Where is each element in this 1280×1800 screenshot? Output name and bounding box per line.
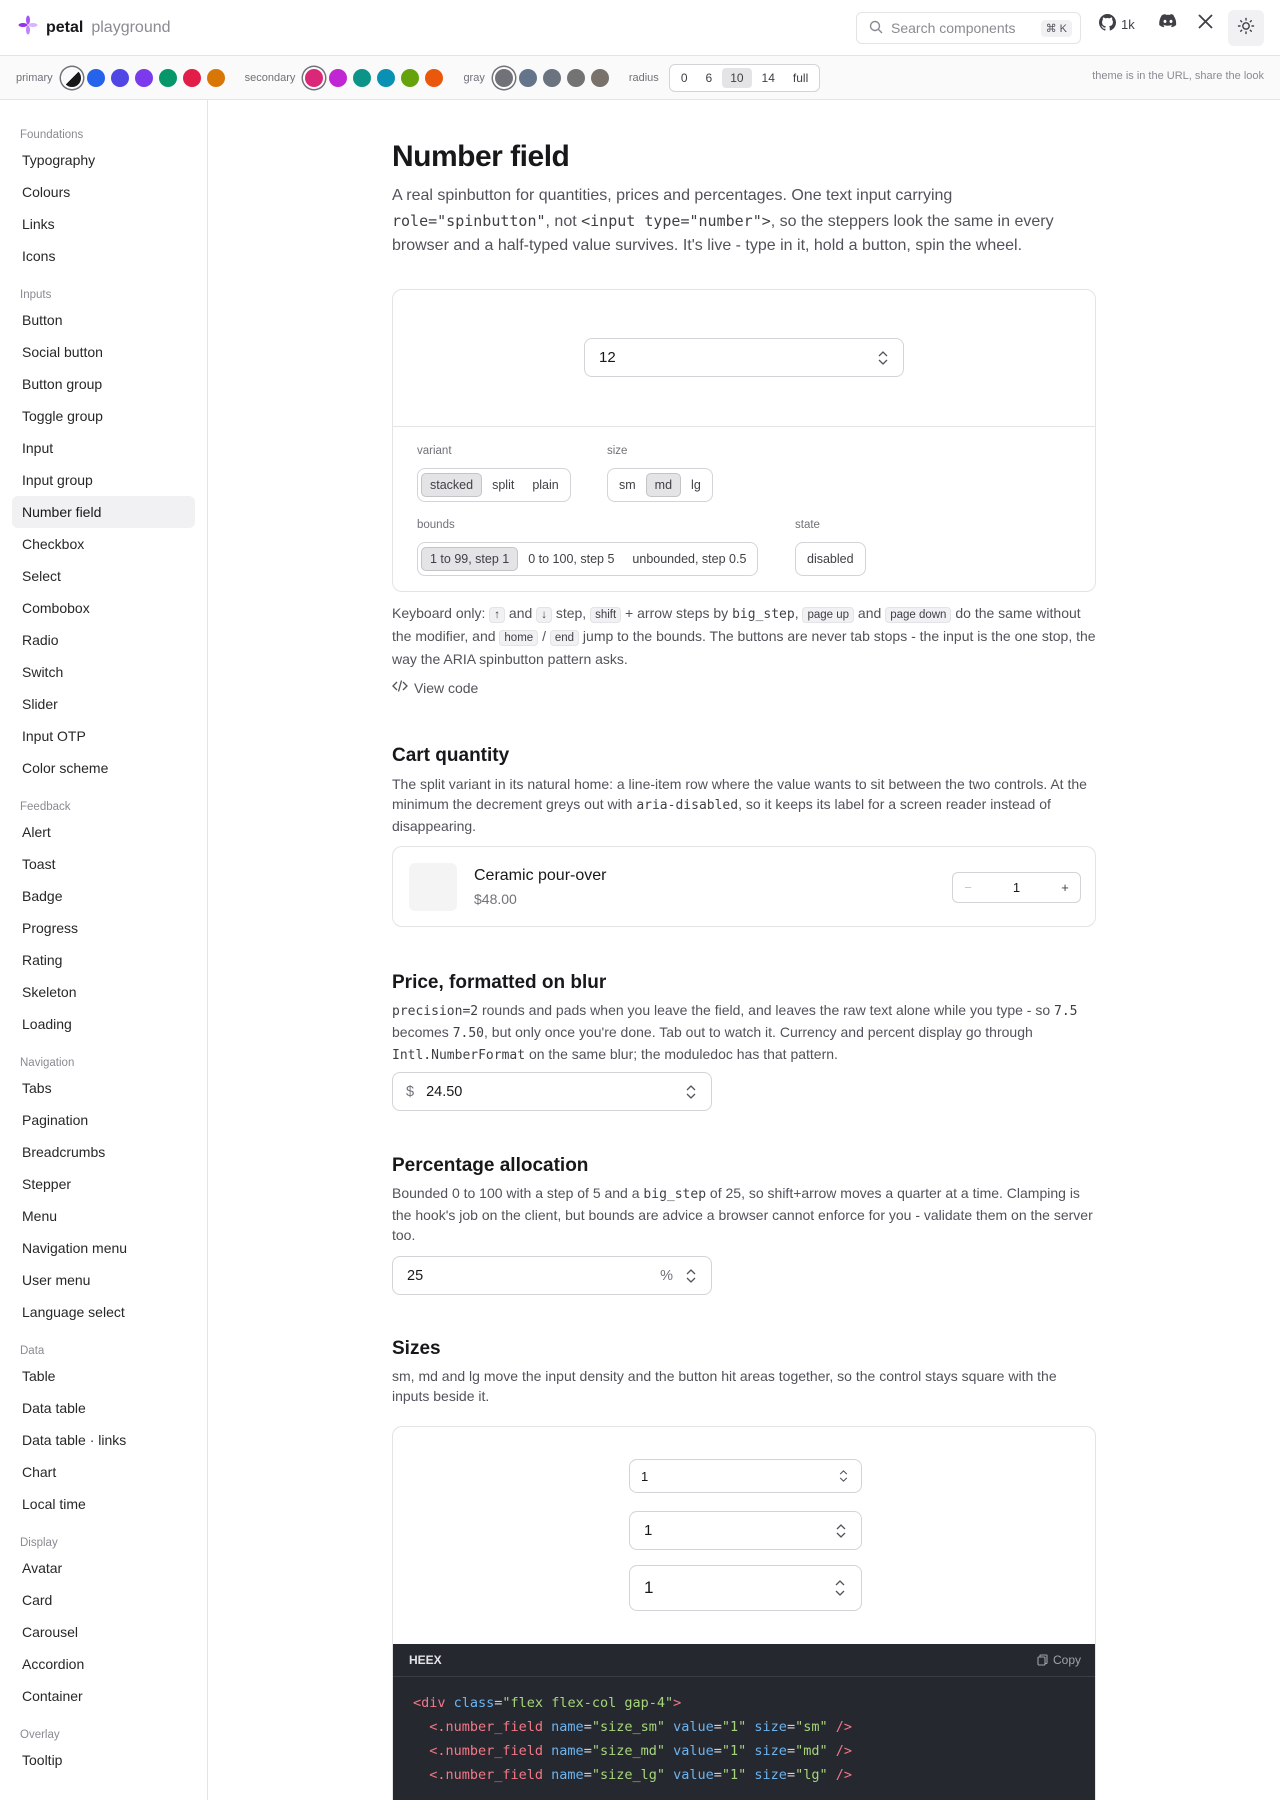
percent-section-title: Percentage allocation [392, 1155, 589, 1176]
gray-color-group [463, 69, 608, 87]
code-block-header [393, 1644, 1096, 1677]
number-field-md[interactable] [629, 1511, 862, 1550]
chevron-up-icon [686, 1085, 696, 1091]
sidebar-section-title: Feedback [20, 801, 71, 813]
stepper-buttons[interactable] [828, 1580, 852, 1596]
sidebar-item-toast[interactable]: Toast [22, 856, 56, 872]
brand-subtitle: playground [91, 18, 171, 36]
primary-swatch[interactable] [63, 69, 81, 87]
radius-group [629, 64, 820, 92]
sidebar-item-chart[interactable]: Chart [22, 1464, 57, 1480]
sidebar-item-icons[interactable]: Icons [22, 248, 56, 264]
primary-label: primary [16, 71, 53, 84]
decrement-button[interactable]: − [964, 880, 972, 895]
chevron-down-icon [839, 1477, 848, 1482]
search-placeholder: Search components [891, 20, 1016, 36]
radius-selector [669, 64, 820, 92]
price-description: precision=2 rounds and pads when you leave the field, and leaves the raw text alone while you type - so 7.5 becomes 7.50, but only once you're done. Tab out to watch it. Currency and percent display go through Intl.NumberFormat on the same blur; the moduledoc has that pattern. [392, 1002, 1078, 1063]
number-field-value[interactable]: 12 [599, 349, 616, 366]
size-option[interactable]: lg [691, 478, 701, 492]
primary-swatch[interactable] [183, 69, 201, 87]
sidebar-item-alert[interactable]: Alert [22, 824, 51, 840]
sidebar-item-badge[interactable]: Badge [22, 888, 63, 904]
size-label: size [607, 445, 628, 457]
number-field-demo[interactable] [584, 338, 904, 377]
primary-swatch[interactable] [87, 69, 105, 87]
size-option[interactable]: md [646, 473, 681, 497]
sidebar-item-language-select[interactable]: Language select [22, 1304, 125, 1320]
sidebar-item-switch[interactable]: Switch [22, 664, 64, 680]
bounds-option[interactable]: 0 to 100, step 5 [528, 552, 615, 566]
chevron-down-icon [686, 1277, 696, 1283]
sidebar-item-accordion[interactable]: Accordion [22, 1656, 85, 1672]
code-line: <.number_field name="size_sm" value="1" size="sm" /> [413, 1719, 852, 1735]
variant-label: variant [417, 445, 452, 457]
sidebar-item-rating[interactable]: Rating [22, 952, 63, 968]
brand[interactable] [18, 15, 171, 40]
theme-note: theme is in the URL, share the look [1092, 70, 1264, 82]
copy-label: Copy [1052, 1653, 1081, 1667]
sidebar-item-avatar[interactable]: Avatar [22, 1560, 63, 1576]
github-link[interactable] [1099, 14, 1135, 34]
sidebar-item-color-scheme[interactable]: Color scheme [22, 760, 109, 776]
number-field-lg[interactable] [629, 1565, 862, 1611]
primary-swatch[interactable] [111, 69, 129, 87]
gray-label: gray [463, 71, 485, 84]
chevron-up-icon [835, 1580, 845, 1586]
code-line: <.number_field name="size_md" value="1" size="md" /> [413, 1743, 852, 1759]
sidebar-section-title: Foundations [20, 129, 84, 141]
sidebar-item-stepper[interactable]: Stepper [22, 1176, 72, 1192]
percent-suffix: % [660, 1267, 673, 1284]
sidebar-item-pagination[interactable]: Pagination [22, 1112, 89, 1128]
cart-description: The split variant in its natural home: a line-item row where the value wants to sit between the two controls. At the minimum the decrement greys out with aria-disabled, so it keeps its label for a screen reader instead of disappearing. [392, 776, 1087, 834]
chevron-down-icon [836, 1532, 846, 1538]
primary-swatch[interactable] [207, 69, 225, 87]
chevron-up-icon [686, 1269, 696, 1275]
copy-icon [1037, 1654, 1048, 1666]
search-icon [869, 20, 883, 37]
sidebar-item-checkbox[interactable]: Checkbox [22, 536, 85, 552]
radius-option[interactable]: 14 [761, 70, 775, 85]
view-code-label: View code [414, 679, 479, 696]
variant-selector [417, 468, 571, 502]
search-shortcut: ⌘ K [1041, 20, 1072, 37]
number-field-lg-value[interactable]: 1 [644, 1578, 654, 1597]
cart-line-item [392, 846, 1096, 927]
sidebar-item-colours[interactable]: Colours [22, 184, 71, 200]
page-lead: A real spinbutton for quantities, prices and percentages. One text input carrying role="spinbutton", not <input type="number">, so the steppers look the same in every browser and a half-typed value survives. It's live - type in it, hold a button, spin the wheel. [392, 187, 1054, 254]
state-label: state [795, 519, 820, 531]
gray-swatch[interactable] [495, 69, 513, 87]
number-field-sm[interactable] [629, 1459, 862, 1493]
discord-link[interactable] [1159, 14, 1177, 31]
radius-option[interactable]: full [792, 70, 809, 85]
sidebar-item-navigation-menu[interactable]: Navigation menu [22, 1240, 128, 1256]
code-line: <.number_field name="size_lg" value="1" size="lg" /> [413, 1767, 852, 1783]
code-language: HEEX [409, 1653, 442, 1667]
sidebar-item-tabs[interactable]: Tabs [22, 1080, 52, 1096]
sidebar-item-skeleton[interactable]: Skeleton [22, 984, 77, 1000]
stepper-buttons[interactable] [829, 1524, 853, 1538]
sidebar-item-button-group[interactable]: Button group [22, 376, 103, 392]
sidebar-item-tooltip[interactable]: Tooltip [22, 1752, 63, 1768]
brand-name: petal [46, 18, 84, 36]
state-option[interactable]: disabled [807, 552, 854, 566]
sidebar-item-slider[interactable]: Slider [22, 696, 58, 712]
sidebar-section-title: Overlay [20, 1729, 60, 1741]
secondary-label: secondary [244, 71, 296, 84]
product-thumbnail [409, 863, 457, 911]
primary-swatch[interactable] [159, 69, 177, 87]
gray-swatch[interactable] [567, 69, 585, 87]
sizes-demo-card [392, 1426, 1096, 1800]
stepper-buttons[interactable] [831, 1470, 855, 1482]
keyboard-note: Keyboard only: ↑ and ↓ step, shift + arrow steps by big_step, page up and page down do the same without the modifier, and home / end jump to the bounds. The buttons are never tab stops - the input is the one stop, the way the ARIA spinbutton pattern asks. [392, 605, 1096, 667]
sidebar-item-card[interactable]: Card [22, 1592, 53, 1608]
currency-prefix: $ [406, 1083, 415, 1100]
sidebar-item-breadcrumbs[interactable]: Breadcrumbs [22, 1144, 106, 1160]
bounds-option[interactable]: unbounded, step 0.5 [632, 552, 747, 566]
primary-color-group [16, 69, 225, 87]
sidebar-item-input-group[interactable]: Input group [22, 472, 93, 488]
percent-field[interactable] [392, 1256, 712, 1295]
size-option[interactable]: sm [619, 478, 636, 492]
percent-description: Bounded 0 to 100 with a step of 5 and a big_step of 25, so shift+arrow moves a quarter at a time. Clamping is the hook's job on the client, but bounds are advice a browser cannot enforce for you - validate them on the server too. [392, 1185, 1093, 1243]
sidebar-item-links[interactable]: Links [22, 216, 55, 232]
product-price: $48.00 [474, 891, 517, 907]
sidebar-item-loading[interactable]: Loading [22, 1016, 72, 1032]
sidebar-item-local-time[interactable]: Local time [22, 1496, 86, 1512]
secondary-swatch[interactable] [329, 69, 347, 87]
x-link[interactable] [1198, 14, 1213, 32]
sidebar-item-number-field[interactable]: Number field [12, 496, 195, 528]
sizes-section-title: Sizes [392, 1338, 441, 1359]
chevron-up-icon [878, 351, 888, 357]
sidebar-item-social-button[interactable]: Social button [22, 344, 103, 360]
state-selector [795, 542, 866, 576]
secondary-color-group [245, 69, 444, 87]
percent-value[interactable]: 25 [407, 1267, 424, 1284]
secondary-swatch[interactable] [353, 69, 371, 87]
gray-swatch[interactable] [543, 69, 561, 87]
primary-swatch[interactable] [135, 69, 153, 87]
radius-option[interactable]: 0 [680, 70, 688, 85]
chevron-down-icon [835, 1590, 845, 1596]
github-stars: 1k [1121, 16, 1135, 32]
github-icon [1099, 14, 1116, 34]
size-selector [607, 468, 713, 502]
variant-option[interactable]: split [492, 478, 515, 492]
sidebar-item-button[interactable]: Button [22, 312, 63, 328]
discord-icon [1159, 14, 1177, 31]
sidebar-item-input-otp[interactable]: Input OTP [22, 728, 86, 744]
code-content [393, 1677, 1096, 1800]
sidebar-item-carousel[interactable]: Carousel [22, 1624, 79, 1640]
sidebar-section-title: Inputs [20, 289, 52, 301]
number-field-md-value[interactable]: 1 [644, 1522, 653, 1539]
theme-bar [0, 56, 1280, 100]
variant-option[interactable]: stacked [421, 473, 482, 497]
sidebar-section-title: Display [20, 1537, 58, 1549]
gray-swatch[interactable] [591, 69, 609, 87]
radius-option[interactable]: 10 [722, 68, 751, 88]
sidebar-item-select[interactable]: Select [22, 568, 61, 584]
bounds-selector [417, 542, 758, 576]
sidebar-item-data-table[interactable]: Data table [22, 1400, 86, 1416]
chevron-up-icon [836, 1524, 846, 1530]
view-code-button[interactable] [392, 679, 478, 696]
quantity-stepper[interactable] [952, 872, 1081, 903]
secondary-swatch[interactable] [401, 69, 419, 87]
quantity-value[interactable]: 1 [1012, 880, 1021, 895]
copy-button[interactable] [1037, 1653, 1081, 1667]
sidebar-item-progress[interactable]: Progress [22, 920, 79, 936]
sidebar-item-combobox[interactable]: Combobox [22, 600, 90, 616]
chevron-down-icon [878, 359, 888, 365]
sidebar-section-title: Data [20, 1345, 45, 1357]
sidebar-item-data-table-links[interactable]: Data table · links [22, 1432, 127, 1448]
petal-logo-icon [18, 15, 38, 40]
stepper-buttons[interactable] [679, 1085, 703, 1099]
sidebar-item-user-menu[interactable]: User menu [22, 1272, 91, 1288]
radius-option[interactable]: 6 [705, 70, 713, 85]
sidebar-section-title: Navigation [20, 1057, 75, 1069]
top-bar [0, 0, 1280, 56]
sidebar-item-radio[interactable]: Radio [22, 632, 59, 648]
product-name: Ceramic pour-over [474, 867, 607, 884]
sidebar-item-container[interactable]: Container [22, 1688, 83, 1704]
code-block [393, 1644, 1096, 1800]
price-section-title: Price, formatted on blur [392, 972, 607, 993]
cart-section-title: Cart quantity [392, 745, 510, 766]
gray-swatch[interactable] [519, 69, 537, 87]
increment-button[interactable]: + [1061, 880, 1069, 895]
sizes-description: sm, md and lg move the input density and the button hit areas together, so the control stays square with the inputs beside it. [392, 1368, 1057, 1404]
sun-icon [1237, 17, 1255, 40]
sidebar-item-input[interactable]: Input [22, 440, 54, 456]
number-field-sm-value[interactable]: 1 [641, 1468, 649, 1484]
bounds-option[interactable]: 1 to 99, step 1 [421, 547, 518, 571]
secondary-swatch[interactable] [305, 69, 323, 87]
page-title: Number field [392, 140, 570, 173]
demo-card [392, 289, 1096, 592]
secondary-swatch[interactable] [425, 69, 443, 87]
code-line: <div class="flex flex-col gap-4"> [413, 1695, 682, 1711]
sidebar-item-typography[interactable]: Typography [22, 152, 96, 168]
sidebar-item-table[interactable]: Table [22, 1368, 56, 1384]
price-value[interactable]: 24.50 [426, 1083, 463, 1100]
variant-option[interactable]: plain [532, 478, 559, 492]
chevron-down-icon [686, 1093, 696, 1099]
price-field[interactable] [392, 1072, 712, 1111]
chevron-up-icon [839, 1470, 848, 1475]
bounds-label: bounds [417, 519, 455, 531]
sidebar [0, 100, 208, 1800]
demo-controls [393, 426, 1095, 592]
sidebar-item-menu[interactable]: Menu [22, 1208, 58, 1224]
stepper-buttons[interactable] [871, 351, 895, 365]
sidebar-item-toggle-group[interactable]: Toggle group [22, 408, 103, 424]
stepper-buttons[interactable] [679, 1269, 703, 1283]
code-icon [392, 679, 408, 696]
theme-toggle-button[interactable] [1228, 10, 1264, 46]
secondary-swatch[interactable] [377, 69, 395, 87]
search-input[interactable] [856, 12, 1081, 44]
radius-label: radius [628, 71, 659, 84]
x-icon [1198, 14, 1213, 32]
